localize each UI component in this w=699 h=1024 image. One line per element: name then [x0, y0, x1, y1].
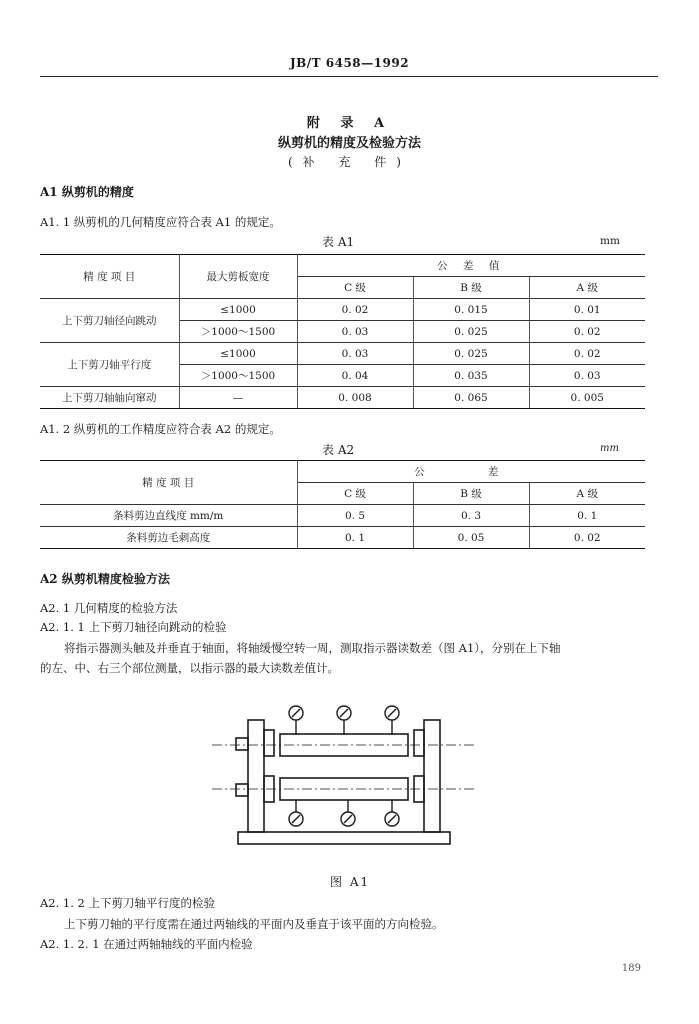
table-a2-grade-c: C 级	[297, 483, 413, 505]
table-a2-cell: 0. 5	[297, 505, 413, 527]
table-a2-grade-b: B 级	[413, 483, 529, 505]
table-a1-grade-a: A 级	[529, 277, 645, 299]
clause-a2-1-2: A2. 1. 2 上下剪刀轴平行度的检验	[40, 896, 216, 910]
paragraph-parallelism: 上下剪刀轴的平行度需在通过两轴线的平面内及垂直于该平面的方向检验。	[64, 917, 444, 931]
table-a2-cell: 0. 3	[413, 505, 529, 527]
table-a1-cell: 0. 02	[297, 299, 413, 321]
table-a2-head-item: 精 度 项 目	[40, 461, 297, 505]
standard-code-header: JB/T 6458—1992	[289, 56, 410, 70]
clause-a2-1-1: A2. 1. 1 上下剪刀轴径向跳动的检验	[40, 620, 227, 634]
table-a2-item: 条料剪边毛刺高度	[40, 527, 297, 549]
clause-a1-2: A1. 2 纵剪机的工作精度应符合表 A2 的规定。	[40, 422, 281, 436]
table-a1-caption: 表 A1	[322, 235, 355, 249]
table-a2-unit: mm	[600, 443, 619, 454]
table-a2	[40, 460, 645, 549]
paragraph-line-1: 将指示器测头触及并垂直于轴面，将轴缓慢空转一周，测取指示器读数差（图 A1），分别在上下轴	[64, 641, 561, 655]
clause-a1-1: A1. 1 纵剪机的几何精度应符合表 A1 的规定。	[40, 215, 281, 229]
appendix-subtitle: 纵剪机的精度及检验方法	[277, 136, 421, 151]
table-a1-width: ≤1000	[179, 343, 297, 365]
table-a1-item: 上下剪刀轴平行度	[40, 343, 179, 387]
table-a2-cell: 0. 05	[413, 527, 529, 549]
table-a1-cell: 0. 025	[413, 321, 529, 343]
table-a1-cell: 0. 03	[297, 343, 413, 365]
table-a1-cell: 0. 015	[413, 299, 529, 321]
table-a2-cell: 0. 1	[529, 505, 645, 527]
table-a1-head-tolerance: 公 差 值	[297, 255, 645, 277]
table-a1-grade-b: B 级	[413, 277, 529, 299]
table-a2-item: 条料剪边直线度 mm/m	[40, 505, 297, 527]
table-a1-unit: mm	[600, 235, 620, 247]
table-a2-grade-a: A 级	[529, 483, 645, 505]
appendix-title: 附 录 A	[306, 116, 393, 131]
table-a1-item: 上下剪刀轴轴向窜动	[40, 387, 179, 409]
page-number: 189	[621, 963, 641, 974]
table-a1-cell: 0. 065	[413, 387, 529, 409]
appendix-note: (补 充 件)	[288, 155, 411, 169]
table-a2-cell: 0. 1	[297, 527, 413, 549]
table-a1-cell: 0. 02	[529, 343, 645, 365]
table-a1-cell: 0. 035	[413, 365, 529, 387]
table-a1-head-width: 最大剪板宽度	[179, 255, 297, 299]
table-a1-width: ≤1000	[179, 299, 297, 321]
table-a2-caption: 表 A2	[322, 443, 355, 457]
table-a1-width: ＞1000～1500	[179, 365, 297, 387]
left-stand	[248, 720, 264, 832]
clause-a2-1: A2. 1 几何精度的检验方法	[40, 601, 178, 615]
right-stand	[424, 720, 440, 832]
section-a1-heading: A1 纵剪机的精度	[40, 185, 134, 199]
table-a1-cell: 0. 025	[413, 343, 529, 365]
clause-a2-1-2-1: A2. 1. 2. 1 在通过两轴轴线的平面内检验	[40, 937, 253, 951]
table-a1-cell: 0. 008	[297, 387, 413, 409]
table-a1-head-item: 精 度 项 目	[40, 255, 179, 299]
table-a1-cell: 0. 01	[529, 299, 645, 321]
table-a1-width: —	[179, 387, 297, 409]
table-a1-width: ＞1000～1500	[179, 321, 297, 343]
table-a1-cell: 0. 03	[529, 365, 645, 387]
table-a1-item: 上下剪刀轴径向跳动	[40, 299, 179, 343]
table-a1-grade-c: C 级	[297, 277, 413, 299]
table-a1	[40, 254, 645, 409]
table-a1-cell: 0. 03	[297, 321, 413, 343]
table-a2-cell: 0. 02	[529, 527, 645, 549]
section-a2-heading: A2 纵剪机精度检验方法	[40, 572, 170, 586]
figure-a1-drawing	[200, 700, 490, 850]
table-a1-cell: 0. 005	[529, 387, 645, 409]
header-rule	[40, 76, 658, 77]
figure-a1-caption: 图 A1	[330, 875, 371, 889]
paragraph-line-2: 的左、中、右三个部位测量，以指示器的最大读数差值计。	[40, 661, 339, 675]
table-a2-head-tolerance: 公 差	[297, 461, 645, 483]
table-a1-cell: 0. 04	[297, 365, 413, 387]
table-a1-cell: 0. 02	[529, 321, 645, 343]
